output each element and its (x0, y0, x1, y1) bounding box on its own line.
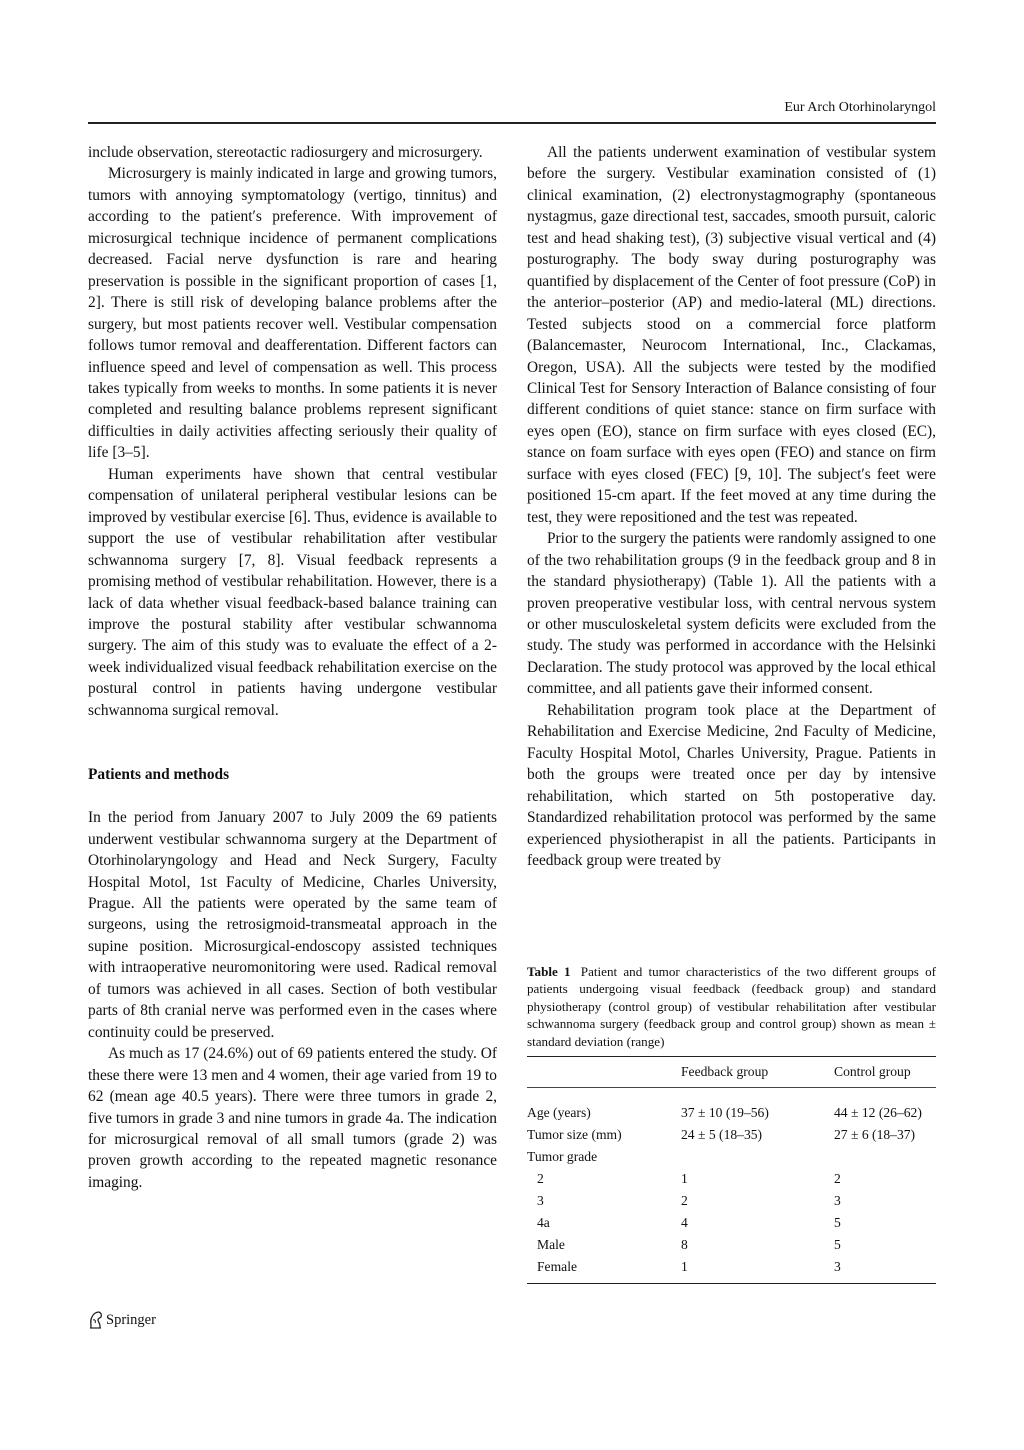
springer-horse-icon (88, 1311, 103, 1329)
table-cell: 3 (537, 1193, 544, 1208)
table-cell: 4a (537, 1215, 550, 1230)
table-cell: 37 ± 10 (19–56) (681, 1105, 769, 1120)
table-cell (681, 1146, 834, 1168)
table-cell: 3 (834, 1259, 841, 1274)
table-cell: 27 ± 6 (18–37) (834, 1127, 916, 1142)
right-column (527, 142, 936, 871)
table-cell: 5 (834, 1237, 841, 1252)
left-column (88, 142, 497, 1193)
table-cell: Female (537, 1259, 578, 1274)
table-1 (527, 1056, 936, 1284)
paragraph: Prior to the surgery the patients were randomly assigned to one of the two rehabilitation groups (9 in the feedback group and 8 in the standard physiotherapy) (Table 1). All the patients with a proven preoperative vestibular loss, with central nervous system or other musculoskeletal system deficits were excluded from the study. The study was performed in accordance with the Helsinki Declaration. The study protocol was approved by the local ethical committee, and all patients gave their informed consent. (527, 530, 936, 698)
table-row (527, 1212, 936, 1234)
table-row (527, 1124, 936, 1146)
table-cell: 8 (681, 1237, 688, 1252)
table-cell: 1 (681, 1171, 688, 1186)
table-cell: Age (years) (527, 1105, 591, 1120)
table-caption-text: Patient and tumor characteristics of the two different groups of patients undergoing visual feedback (feedback group) and standard physiotherapy (control group) of vestibular rehabilitation after vestibular schwannoma surgery (feedback group and control group) shown as mean ± standard deviation (range) (527, 964, 936, 1049)
paragraph: In the period from January 2007 to July 2009 the 69 patients underwent vestibular schwannoma surgery at the Department of Otorhinolaryngology and Head and Neck Surgery, Faculty Hospital Motol, 1st Faculty of Medicine, Charles University, Prague. All the patients were operated by the same team of surgeons, using the retrosigmoid-transmeatal approach in the supine position. Microsurgical-endoscopy assisted techniques with intraoperative neuromonitoring were used. Radical removal of tumors was achieved in all cases. Section of both vestibular parts of 8th cranial nerve was performed even in the cases where continuity could be preserved. (88, 809, 497, 1041)
table-cell: 3 (834, 1193, 841, 1208)
publisher-name: Springer (106, 1311, 156, 1328)
table-label: Table 1 (527, 964, 571, 979)
table-cell: 2 (834, 1171, 841, 1186)
table-cell: 2 (537, 1171, 544, 1186)
table-row (527, 1256, 936, 1284)
table-cell: Tumor size (mm) (527, 1127, 622, 1142)
table-caption (527, 963, 936, 1050)
table-cell: 2 (681, 1193, 688, 1208)
paragraph: As much as 17 (24.6%) out of 69 patients entered the study. Of these there were 13 men and 4 women, their age varied from 19 to 62 (mean age 40.5 years). There were three tumors in grade 2, five tumors in grade 3 and nine tumors in grade 4a. The indication for microsurgical removal of all small tumors (grade 2) was proven growth according to the repeated magnetic resonance imaging. (88, 1045, 497, 1191)
table-cell: 1 (681, 1259, 688, 1274)
table-row (527, 1088, 936, 1125)
table-cell: Male (537, 1237, 565, 1252)
table-header-row (527, 1057, 936, 1088)
table-row (527, 1146, 936, 1168)
table-cell: 5 (834, 1215, 841, 1230)
table-header-cell: Feedback group (681, 1064, 769, 1079)
table-header-cell (527, 1057, 681, 1088)
journal-name: Eur Arch Otorhinolaryngol (784, 100, 936, 115)
table-cell: 44 ± 12 (26–62) (834, 1105, 922, 1120)
paragraph: Microsurgery is mainly indicated in large and growing tumors, tumors with annoying symptomatology (vertigo, tinnitus) and according to the patient′s preference. With improvement of microsurgical technique incidence of permanent complications decreased. Facial nerve dysfunction is rare and hearing preservation is possible in the significant proportion of cases [1, 2]. There is still risk of developing balance problems after the surgery, but most patients recover well. Vestibular compensation follows tumor removal and deafferentation. Different factors can influence speed and level of compensation as well. This process takes typically from weeks to months. In some patients it is never completed and resulting balance problems represent significant difficulties in daily activities affecting seriously their quality of life [3–5]. (88, 165, 497, 462)
paragraph: Rehabilitation program took place at the Department of Rehabilitation and Exercise Medicine, 2nd Faculty of Medicine, Faculty Hospital Motol, Charles University, Prague. Patients in both the groups were treated once per day by intensive rehabilitation, which started on 5th postoperative day. Standardized rehabilitation protocol was performed by the same experienced physiotherapist in all the patients. Participants in feedback group were treated by (527, 701, 936, 869)
table-cell (834, 1146, 936, 1168)
paragraph: include observation, stereotactic radiosurgery and microsurgery. (88, 144, 483, 161)
publisher-footer (88, 1311, 156, 1329)
table-cell: Tumor grade (527, 1149, 598, 1164)
header-rule (88, 122, 936, 124)
section-title: Patients and methods (88, 766, 230, 784)
table-row (527, 1190, 936, 1212)
table-header-cell: Control group (834, 1064, 911, 1079)
paragraph: Human experiments have shown that central vestibular compensation of unilateral peripheral vestibular lesions can be improved by vestibular exercise [6]. Thus, evidence is available to support the use of vestibular rehabilitation after vestibular schwannoma surgery [7, 8]. Visual feedback represents a promising method of vestibular rehabilitation. However, there is a lack of data whether visual feedback-based balance training can improve the postural stability after vestibular schwannoma surgery. The aim of this study was to evaluate the effect of a 2-week individualized visual feedback rehabilitation exercise on the postural control in patients having undergone vestibular schwannoma surgical removal. (88, 465, 497, 719)
table-row (527, 1168, 936, 1190)
table-row (527, 1234, 936, 1256)
paragraph: All the patients underwent examination of vestibular system before the surgery. Vestibular examination consisted of (1) clinical examination, (2) electronystagmography (spontaneous nystagmus, gaze directional test, saccades, smooth pursuit, caloric test and head shaking test), (3) subjective visual vertical and (4) posturography. The body sway during posturography was quantified by displacement of the Center of foot pressure (CoP) in the anterior–posterior (AP) and medio-lateral (ML) directions. Tested subjects stood on a commercial force platform (Balancemaster, Neurocom International, Inc., Clackamas, Oregon, USA). All the subjects were tested by the modified Clinical Test for Sensory Interaction of Balance consisting of four different conditions of quiet stance: stance on firm surface with eyes open (EO), stance on firm surface with eyes closed (EC), stance on foam surface with eyes open (FEO) and stance on firm surface with eyes closed (FEC) [9, 10]. The subject′s feet were positioned 15-cm apart. If the feet moved at any time during the test, they were repositioned and the test was repeated. (527, 144, 936, 526)
table-cell: 24 ± 5 (18–35) (681, 1127, 763, 1142)
table-cell: 4 (681, 1215, 688, 1230)
